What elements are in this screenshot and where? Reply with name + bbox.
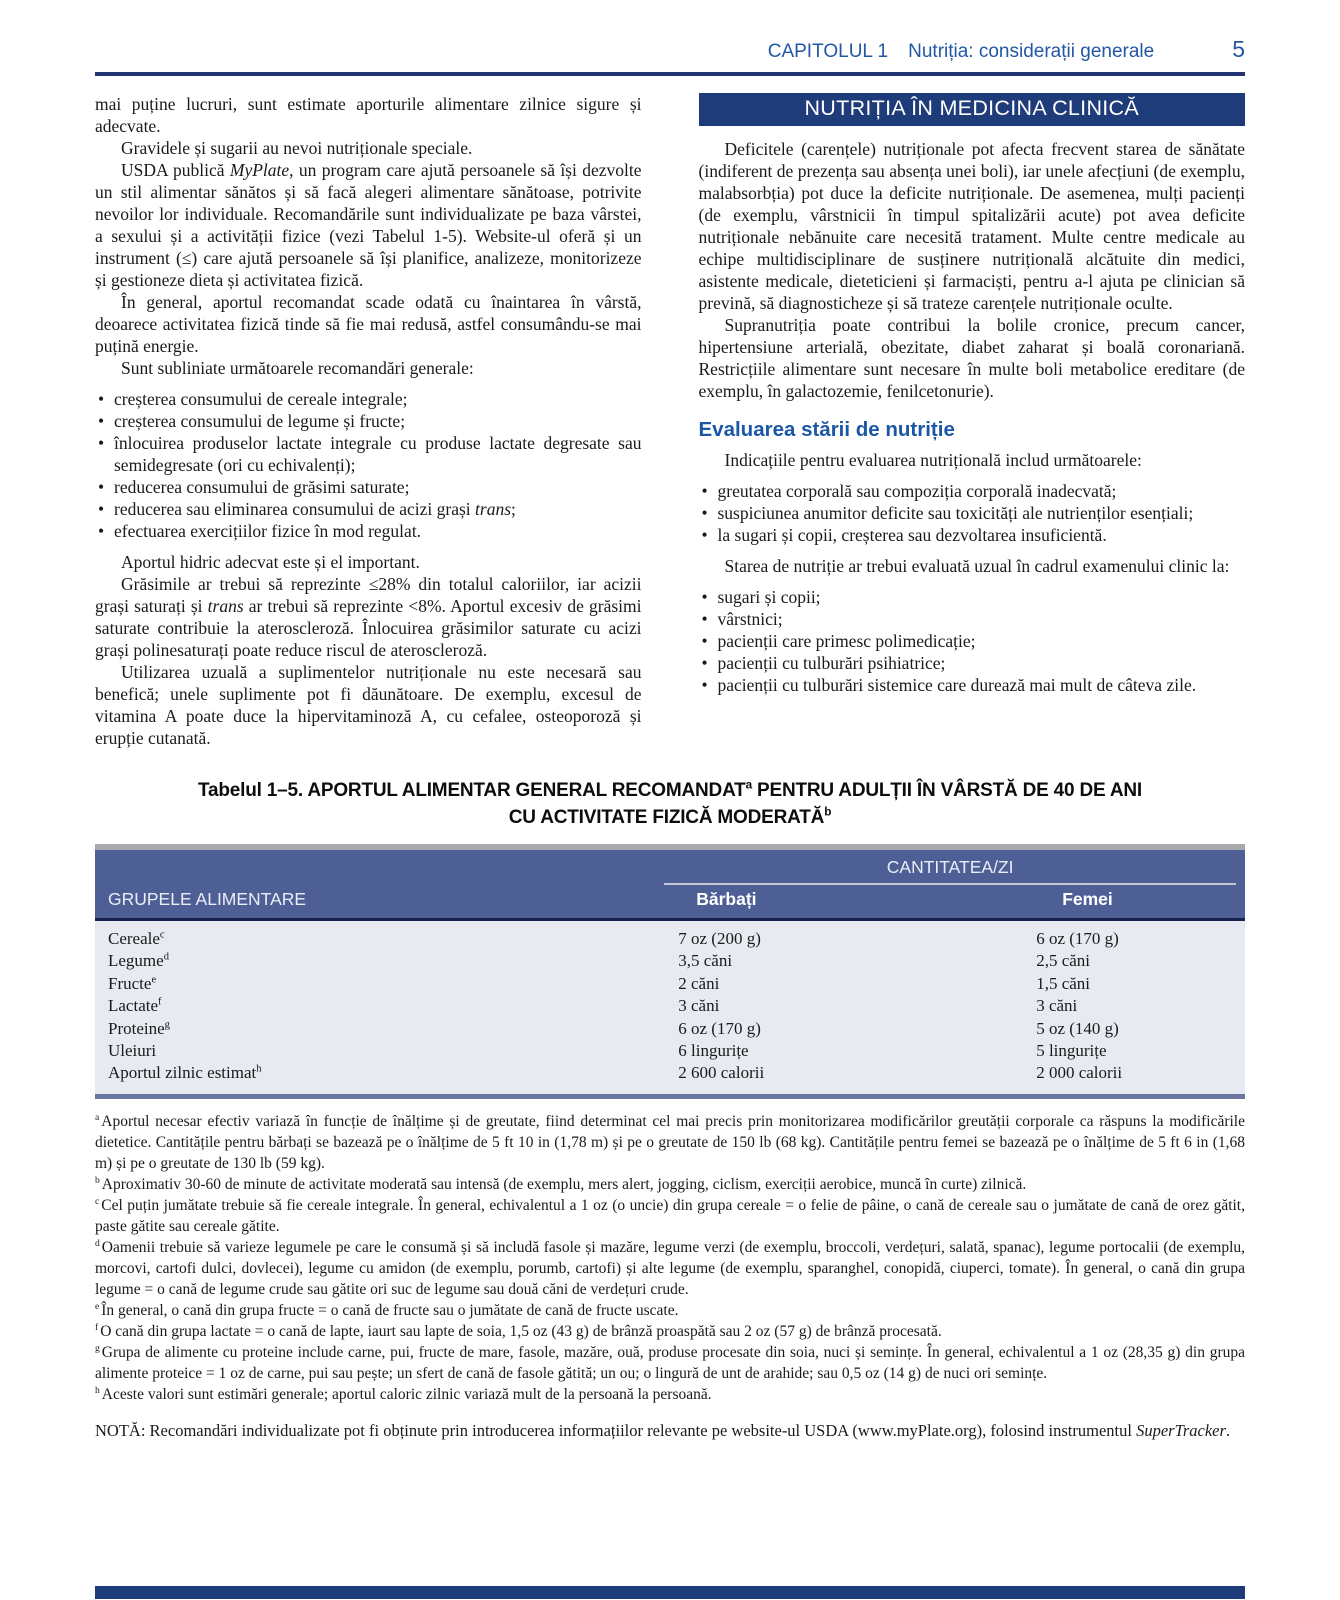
bullet-icon: • <box>98 433 105 453</box>
women-value-cell: 2 000 calorii <box>1036 1063 1123 1083</box>
food-group-cell <box>95 1062 664 1084</box>
footnote-marker: h <box>95 1384 100 1396</box>
paragraph <box>699 449 1246 471</box>
text-run: Deficitele (carențele) nutriționale pot afecta frecvent starea de sănătate (indiferent de prezența sau absența unei boli), iar unele afecțiuni (de exemplu, malabsorbția) pot duce la deficite nutriționale. De asemenea, mulți pacienți (de exemplu, vârstnicii în timpul spitalizării acute) pot avea deficite nutriționale nebănuite care necesită tratament. Multe centre medicale au echipe multidisciplinare de susținere nutrițională alcătuite din medici, asistente medicale, dieteticieni și farmaciști, pentru a-l ajuta pe clinician să prevină, să diagnosticheze și să trateze carențele nutriționale oculte. <box>698 139 1245 313</box>
table-header <box>95 850 1245 918</box>
text-run: greutatea corporală sau compoziția corporală inadecvată; <box>717 481 1117 501</box>
text-run: creșterea consumului de legume și fructe; <box>114 411 406 431</box>
text-run: Starea de nutriție ar trebui evaluată uzual în cadrul examenului clinic la: <box>724 556 1230 576</box>
footnote-text: În general, o cană din grupa fructe = o cană de fructe sau o jumătate de cană de fructe uscate. <box>101 1301 679 1319</box>
text-run: CU ACTIVITATE FIZICĂ MODERATĂ <box>508 807 825 828</box>
text-run: În general, aportul recomandat scade odată cu înaintarea în vârstă, deoarece activitatea fizică tinde să fie mai redusă, astfel consumându-se mai puțină energie. <box>95 292 642 356</box>
superscript-marker: f <box>158 996 162 1008</box>
bullet-icon: • <box>701 631 708 651</box>
women-value-cell: 6 oz (170 g) <box>1036 929 1119 948</box>
header-rule <box>95 72 1245 76</box>
list-item <box>95 410 642 432</box>
food-group-cell <box>95 973 664 995</box>
text-run: Gravidele și sugarii au nevoi nutriționale speciale. <box>121 138 473 158</box>
table-bottom-border <box>95 1094 1245 1099</box>
superscript-marker: a <box>745 778 752 792</box>
men-value-cell: 2 600 calorii <box>678 1063 765 1083</box>
bullet-icon: • <box>98 389 105 409</box>
two-column-layout <box>95 93 1245 749</box>
women-value-cell: 2,5 căni <box>1036 951 1091 971</box>
list-item <box>95 388 642 410</box>
text-run: ar trebui să reprezinte <8%. Aportul excesiv de grăsimi saturate contribuie la ateroscleroză. Înlocuirea grăsimilor saturate cu acizi grași polinesaturați poate reduce riscul de ateroscleroză. <box>95 596 642 660</box>
list-item <box>699 674 1246 696</box>
footnote-marker: b <box>95 1174 100 1186</box>
text-run: reducerea sau eliminarea consumului de acizi grași <box>114 499 476 519</box>
table-row <box>95 1040 1245 1062</box>
table-row <box>95 928 1245 950</box>
superscript-marker: h <box>256 1063 262 1075</box>
superscript-marker: d <box>163 951 169 963</box>
bullet-icon: • <box>701 503 708 523</box>
men-value-cell: 6 oz (170 g) <box>678 1018 761 1038</box>
list-item <box>95 476 642 498</box>
note-paragraph <box>95 1420 1245 1442</box>
footer-bar <box>95 1586 1245 1599</box>
text-run: Supranutriția poate contribui la bolile cronice, precum cancer, hipertensiune arterială, obezitate, diabet zaharat și boală coronariană. Restricțiile alimentare sunt necesare în multe boli metabolice ereditare (de exemplu, în galactozemie, fenilcetonurie). <box>698 315 1245 401</box>
footnote-marker: d <box>95 1237 100 1249</box>
bullet-icon: • <box>98 499 105 519</box>
table-body <box>95 921 1245 1094</box>
table-row <box>95 973 1245 995</box>
text-run: Indicațiile pentru evaluarea nutrițională includ următoarele: <box>724 450 1142 470</box>
list-item <box>699 652 1246 674</box>
food-group-label: Fructe <box>108 973 152 993</box>
paragraph <box>95 291 642 357</box>
text-run: pacienții care primesc polimedicație; <box>717 631 976 651</box>
men-value-cell: 2 căni <box>678 973 720 993</box>
women-value-cell: 3 căni <box>1036 996 1078 1016</box>
table-row <box>95 1018 1245 1040</box>
list-item <box>95 498 642 520</box>
text-run: Sunt subliniate următoarele recomandări generale: <box>121 358 474 378</box>
bullet-list <box>699 480 1246 546</box>
text-run: ; <box>511 499 516 519</box>
women-value-cell: 5 lingurițe <box>1036 1041 1107 1061</box>
paragraph <box>95 357 642 379</box>
table-row <box>95 1062 1245 1084</box>
section-banner: NUTRIȚIA ÎN MEDICINA CLINICĂ <box>699 93 1246 126</box>
text-run: mai puține lucruri, sunt estimate aporturile alimentare zilnice sigure și adecvate. <box>95 94 642 136</box>
list-item <box>699 502 1246 524</box>
food-group-cell <box>95 1040 664 1062</box>
bullet-icon: • <box>701 653 708 673</box>
footnote <box>95 1111 1245 1174</box>
text-run: efectuarea exercițiilor fizice în mod regulat. <box>114 521 422 541</box>
list-item <box>699 608 1246 630</box>
italic-text: MyPlate <box>229 160 290 180</box>
list-item <box>95 432 642 476</box>
recommended-intake-table <box>95 844 1245 1099</box>
text-run: . <box>1225 1420 1231 1440</box>
bullet-icon: • <box>98 521 105 541</box>
food-group-cell <box>95 928 664 950</box>
list-item <box>699 630 1246 652</box>
table-footnotes <box>95 1111 1245 1405</box>
footnote <box>95 1342 1245 1384</box>
bullet-list <box>699 586 1246 696</box>
list-item <box>699 524 1246 546</box>
bullet-list <box>95 388 642 542</box>
food-group-label: Proteine <box>108 1018 165 1038</box>
text-run: Utilizarea uzuală a suplimentelor nutriționale nu este necesară sau benefică; unele suplimente pot fi dăunătoare. De exemplu, excesul de vitamina A poate duce la hipervitaminoză A, cu cefalee, osteoporoză și erupție cutanată. <box>95 662 642 748</box>
text-run: Grăsimile ar trebui să reprezinte ≤28% din totalul caloriilor, iar acizii grași saturați și <box>95 574 642 616</box>
list-item <box>699 586 1246 608</box>
table-row <box>95 995 1245 1017</box>
chapter-label: CAPITOLUL 1 <box>767 41 889 62</box>
superscript-marker: c <box>159 929 165 941</box>
food-group-cell <box>95 995 664 1017</box>
left-column <box>95 93 642 749</box>
women-value-cell: 5 oz (140 g) <box>1036 1018 1119 1038</box>
men-value-cell: 7 oz (200 g) <box>678 929 761 948</box>
paragraph <box>699 555 1246 577</box>
text-run: reducerea consumului de grăsimi saturate; <box>114 477 410 497</box>
footnote-marker: e <box>95 1300 100 1312</box>
italic-text: SuperTracker <box>1136 1420 1226 1440</box>
footnote-text: Aproximativ 30-60 de minute de activitate moderată sau intensă (de exemplu, mers alert, jogging, ciclism, exerciții aerobice, muncă în curte) zilnică. <box>101 1175 1027 1193</box>
footnote-marker: a <box>95 1111 100 1123</box>
text-run: înlocuirea produselor lactate integrale cu produse lactate degresate sau semidegresate (ori cu echivalenți); <box>114 433 642 475</box>
footnote <box>95 1195 1245 1237</box>
bullet-icon: • <box>98 411 105 431</box>
quantity-header-label: CANTITATEA/ZI <box>886 857 1014 877</box>
footnote-text: Grupa de alimente cu proteine include carne, pui, fructe de mare, fasole, mazăre, ouă, produse procesate din soia, nuci și semințe. În general, echivalentul a 1 oz (28,35 g) din grupa alimente proteice = 1 oz de carne, pui sau pește; un sfert de cană de fasole gătită; un ou; o lingură de unt de arahide; sau 0,5 oz (14 g) de nuci ori semințe. <box>95 1343 1245 1382</box>
paragraph <box>699 138 1246 314</box>
paragraph <box>95 159 642 291</box>
text-run: creșterea consumului de cereale integrale; <box>114 389 408 409</box>
text-run: Tabelul 1–5. APORTUL ALIMENTAR GENERAL RECOMANDAT <box>198 780 746 801</box>
bullet-icon: • <box>701 609 708 629</box>
right-column <box>699 93 1246 749</box>
superscript-marker: e <box>151 974 157 986</box>
bullet-icon: • <box>701 481 708 501</box>
food-group-label: Uleiuri <box>108 1041 157 1061</box>
text-run: la sugari și copii, creșterea sau dezvoltarea insuficientă. <box>717 525 1107 545</box>
table-subheader-row <box>95 885 1245 918</box>
text-run: Aportul hidric adecvat este și el important. <box>121 552 420 572</box>
footnote-marker: c <box>95 1195 100 1207</box>
text-run: NOTĂ: Recomandări individualizate pot fi obținute prin introducerea informațiilor relevante pe website-ul USDA (www.myPlate.org), folosind instrumentul <box>95 1420 1137 1440</box>
quantity-span-header <box>664 858 1245 885</box>
footnote-text: Aceste valori sunt estimări generale; aportul caloric zilnic variază mult de la persoană la persoană. <box>101 1385 712 1403</box>
text-run: sugari și copii; <box>717 587 821 607</box>
table-title-line1 <box>95 777 1245 804</box>
food-group-cell <box>95 950 664 972</box>
men-value-cell: 6 lingurițe <box>678 1041 749 1061</box>
table-title-line2 <box>95 804 1245 831</box>
paragraph <box>699 314 1246 402</box>
chapter-title: Nutriția: considerații generale <box>908 41 1155 62</box>
footnote-text: O cană din grupa lactate = o cană de lapte, iaurt sau lapte de soia, 1,5 oz (43 g) de brânză proaspătă sau 2 oz (57 g) de brânză procesată. <box>100 1322 942 1340</box>
food-group-label: Lactate <box>108 996 159 1016</box>
section-heading: Evaluarea stării de nutriție <box>698 418 955 441</box>
food-group-label: Legume <box>108 951 164 971</box>
men-value-cell: 3 căni <box>678 996 720 1016</box>
women-column-header: Femei <box>1062 889 1113 909</box>
text-run: pacienții cu tulburări psihiatrice; <box>717 653 946 673</box>
footnote-text: Aportul necesar efectiv variază în funcție de înălțime și de greutate, fiind determinat cel mai precis prin monitorizarea modificărilor greutății corporale ca răspuns la modificările dietetice. Cantitățile pentru bărbați se bazează pe o înălțime de 5 ft 10 in (1,78 m) și pe o greutate de 150 lb (68 kg). Cantitățile pentru femei se bazează pe o înălțime de 5 ft 6 in (1,68 m) și pe o greutate de 130 lb (59 kg). <box>95 1112 1245 1172</box>
footnote-text: Cel puțin jumătate trebuie să fie cereale integrale. În general, echivalentul a 1 oz (o uncie) din grupa cereale = o felie de pâine, o cană de cereale sau o jumătate de cană de orez gătit, paste gătite sau cereale gătite. <box>95 1196 1245 1235</box>
food-group-cell <box>95 1018 664 1040</box>
bullet-icon: • <box>701 675 708 695</box>
italic-text: trans <box>475 499 511 519</box>
paragraph <box>95 573 642 661</box>
footnote <box>95 1174 1245 1195</box>
bullet-icon: • <box>701 525 708 545</box>
paragraph <box>95 661 642 749</box>
footnote <box>95 1237 1245 1300</box>
food-groups-column-header: GRUPELE ALIMENTARE <box>108 889 307 909</box>
text-run: suspiciunea anumitor deficite sau toxicități ale nutrienților esențiali; <box>717 503 1194 523</box>
text-run: , un program care ajută persoanele să își dezvolte un stil alimentar sănătos și să facă alegeri alimentare sănătoase, potrivite nevoilor lor individuale. Recomandările sunt individualizate pe baza vârstei, a sexului și a activității fizice (vezi Tabelul 1-5). Website-ul oferă și un instrument (≤) care ajută persoanele să își planifice, analizeze, monitorizeze și gestioneze dieta și activitatea fizică. <box>95 160 642 290</box>
food-group-label: Cereale <box>108 929 160 948</box>
text-run: USDA publică <box>121 160 230 180</box>
table-title <box>95 777 1245 831</box>
bullet-icon: • <box>701 587 708 607</box>
superscript-marker: b <box>824 805 832 819</box>
paragraph <box>95 551 642 573</box>
paragraph <box>95 93 642 137</box>
paragraph <box>95 137 642 159</box>
text-run: PENTRU ADULȚII ÎN VÂRSTĂ DE 40 DE ANI <box>751 780 1142 801</box>
superscript-marker: g <box>164 1018 170 1030</box>
men-value-cell: 3,5 căni <box>678 951 733 971</box>
list-item <box>95 520 642 542</box>
footnote <box>95 1321 1245 1342</box>
table-row <box>95 950 1245 972</box>
footnote-marker: g <box>95 1342 100 1354</box>
footnote <box>95 1384 1245 1405</box>
men-column-header: Bărbați <box>696 889 757 909</box>
italic-text: trans <box>207 596 244 616</box>
page-header <box>95 36 1245 63</box>
food-group-label: Aportul zilnic estimat <box>108 1063 257 1083</box>
footnote-marker: f <box>95 1321 99 1333</box>
list-item <box>699 480 1246 502</box>
text-run: vârstnici; <box>717 609 783 629</box>
footnote-text: Oamenii trebuie să varieze legumele pe care le consumă și să includă fasole și mazăre, legume verzi (de exemplu, broccoli, verdețuri, salată, spanac), legume portocalii (de exemplu, morcovi, cartofi dulci, dovlecei), legume cu amidon (de exemplu, porumb, cartofi) și alte legume (de exemplu, sparanghel, conopidă, ciuperci, tomate). În general, o cană din grupa legume = o cană de legume crude sau gătite ori suc de legume sau două căni de verdețuri crude. <box>95 1238 1245 1298</box>
bullet-icon: • <box>98 477 105 497</box>
footnote <box>95 1300 1245 1321</box>
right-column-content <box>699 138 1246 696</box>
page-number: 5 <box>1232 36 1245 62</box>
women-value-cell: 1,5 căni <box>1036 973 1091 993</box>
text-run: pacienții cu tulburări sistemice care durează mai mult de câteva zile. <box>717 675 1197 695</box>
